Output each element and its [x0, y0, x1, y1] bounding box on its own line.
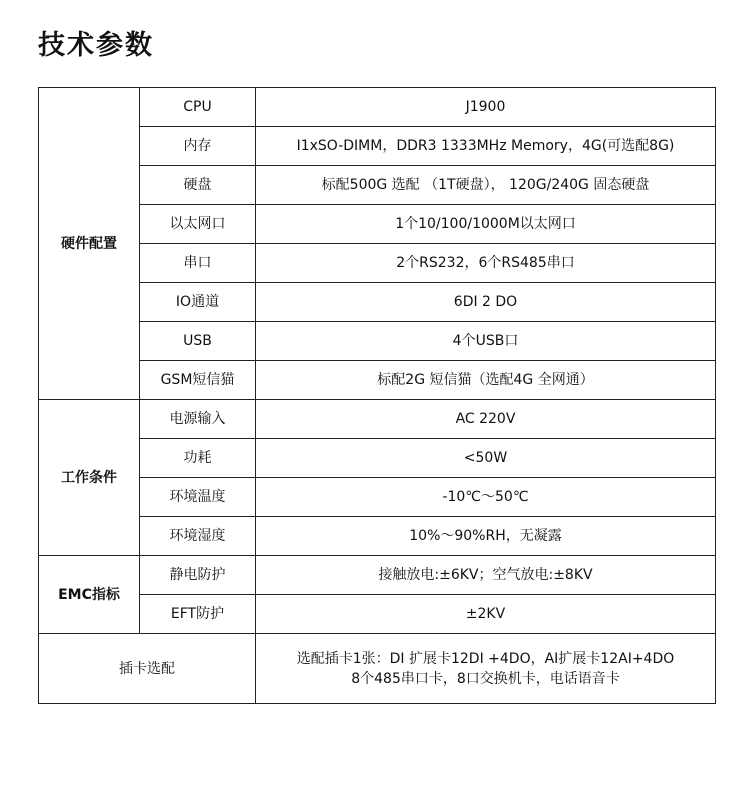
card-options-line: 8个485串口卡，8口交换机卡，电话语音卡 — [351, 670, 620, 687]
item-label: USB — [140, 322, 256, 361]
table-row — [39, 439, 716, 478]
item-value: <50W — [256, 439, 716, 478]
item-value: 1个10/100/1000M以太网口 — [256, 205, 716, 244]
item-value: 标配500G 选配 （1T硬盘）， 120G/240G 固态硬盘 — [256, 166, 716, 205]
item-label: 环境湿度 — [140, 517, 256, 556]
group-label-hardware: 硬件配置 — [39, 88, 140, 400]
item-label: 环境温度 — [140, 478, 256, 517]
item-value: 接触放电:±6KV；空气放电:±8KV — [256, 556, 716, 595]
table-row — [39, 88, 716, 127]
item-value: 6DI 2 DO — [256, 283, 716, 322]
table-row — [39, 127, 716, 166]
card-options-label: 插卡选配 — [39, 634, 256, 704]
item-label: CPU — [140, 88, 256, 127]
item-value: -10℃～50℃ — [256, 478, 716, 517]
item-label: 以太网口 — [140, 205, 256, 244]
item-label: 电源输入 — [140, 400, 256, 439]
table-row — [39, 283, 716, 322]
item-label: 串口 — [140, 244, 256, 283]
item-value: I1xSO-DIMM，DDR3 1333MHz Memory，4G(可选配8G) — [256, 127, 716, 166]
card-options-value — [256, 634, 716, 704]
item-label: 硬盘 — [140, 166, 256, 205]
item-label: 内存 — [140, 127, 256, 166]
table-row — [39, 517, 716, 556]
item-label: IO通道 — [140, 283, 256, 322]
spec-table — [38, 87, 716, 704]
group-label-working-conditions: 工作条件 — [39, 400, 140, 556]
item-value: 标配2G 短信猫（选配4G 全网通） — [256, 361, 716, 400]
table-row — [39, 244, 716, 283]
item-value: AC 220V — [256, 400, 716, 439]
table-row — [39, 478, 716, 517]
table-row — [39, 556, 716, 595]
table-row — [39, 322, 716, 361]
table-row — [39, 205, 716, 244]
table-row — [39, 400, 716, 439]
item-label: 静电防护 — [140, 556, 256, 595]
page-title: 技术参数 — [38, 30, 154, 61]
item-value: J1900 — [256, 88, 716, 127]
group-label-emc: EMC指标 — [39, 556, 140, 634]
table-row — [39, 595, 716, 634]
item-label: GSM短信猫 — [140, 361, 256, 400]
item-value: 4个USB口 — [256, 322, 716, 361]
table-row — [39, 166, 716, 205]
item-label: EFT防护 — [140, 595, 256, 634]
item-value: ±2KV — [256, 595, 716, 634]
item-value: 10%～90%RH，无凝露 — [256, 517, 716, 556]
item-value: 2个RS232，6个RS485串口 — [256, 244, 716, 283]
table-row — [39, 361, 716, 400]
card-options-line: 选配插卡1张：DI 扩展卡12DI +4DO，AI扩展卡12AI+4DO — [296, 650, 675, 667]
table-row — [39, 634, 716, 704]
item-label: 功耗 — [140, 439, 256, 478]
